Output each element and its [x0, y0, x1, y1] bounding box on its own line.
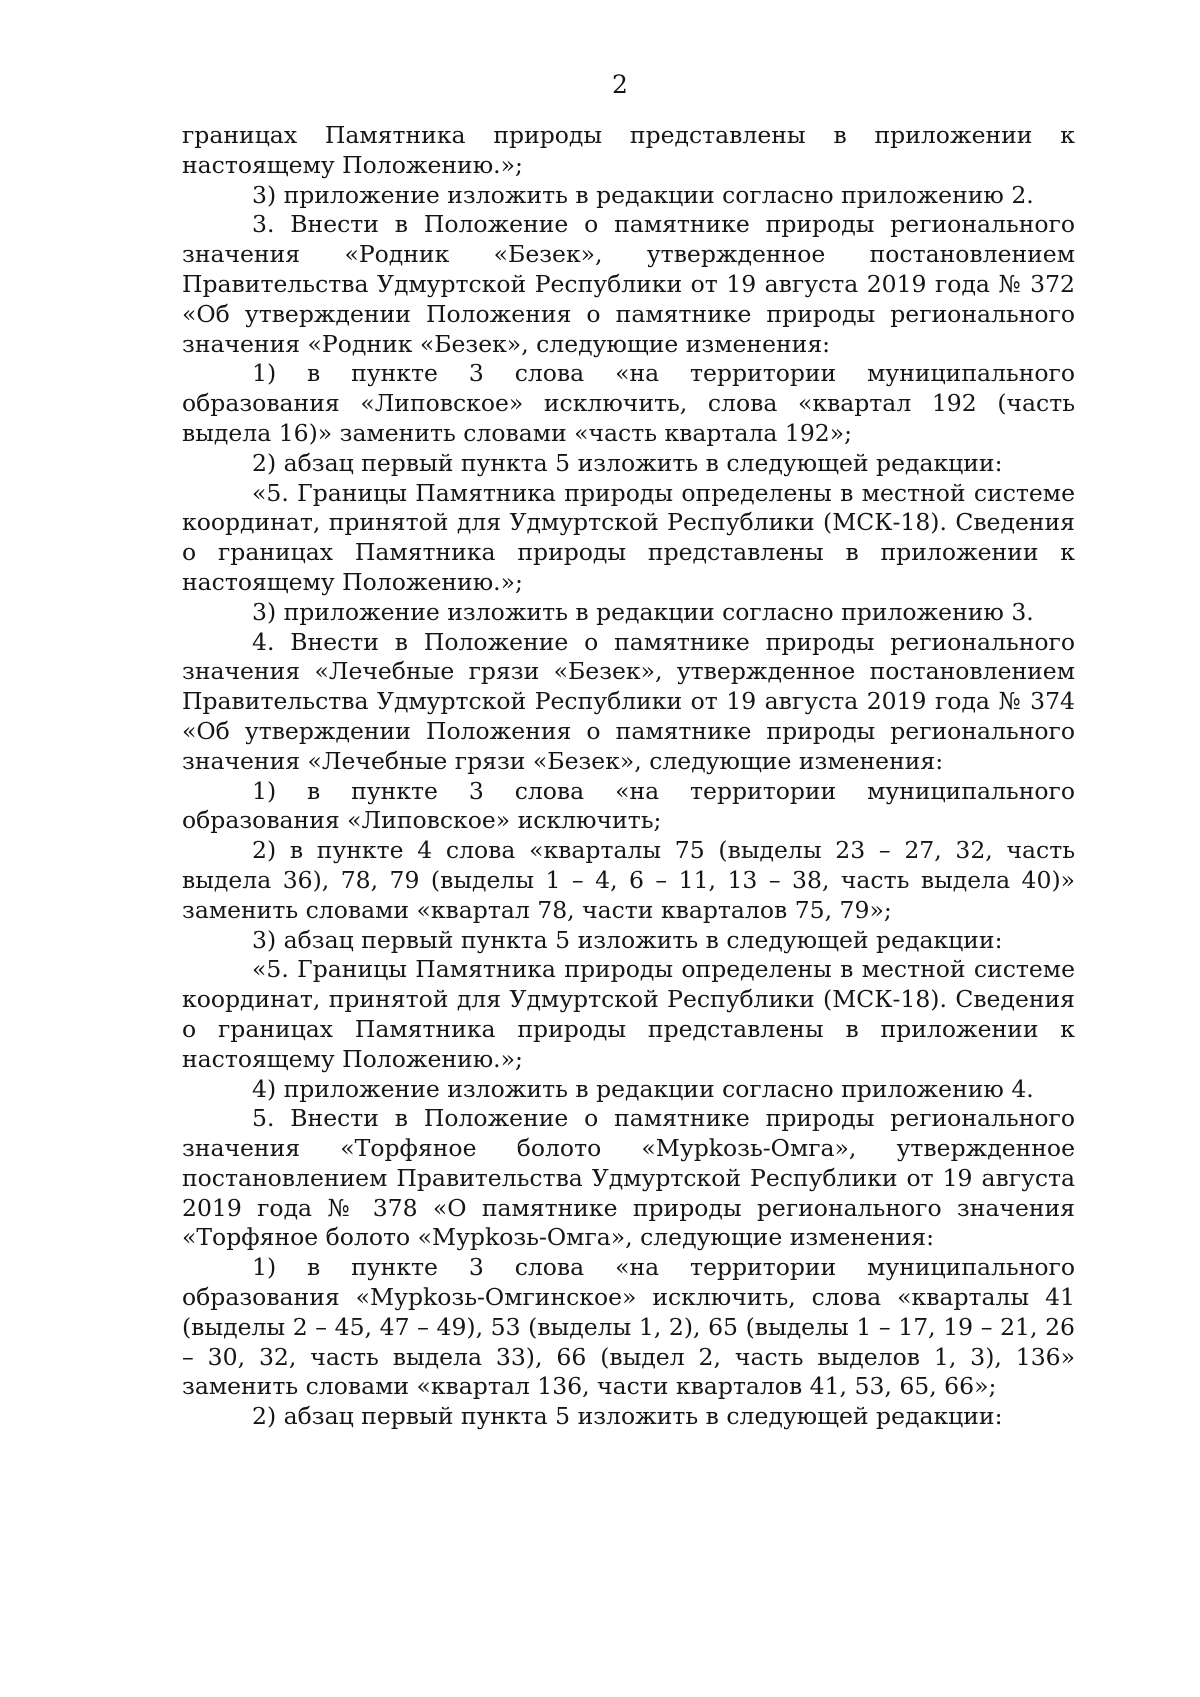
page-number: 2	[612, 70, 628, 99]
paragraph-continuation: границах Памятника природы представлены в приложении к настоящему Положению.»;	[182, 121, 1075, 179]
document-body	[182, 121, 1075, 1432]
paragraph-section-5-item-1: 1) в пункте 3 слова «на территории муниципального образования «Мурkозь-Омгинское» исключить, слова «кварталы 41 (выделы 2 – 45, 47 – 49), 53 (выделы 1, 2), 65 (выделы 1 – 17, 19 – 21, 26 – 30, 32, часть выдела 33), 66 (выдел 2, часть выделов 1, 3), 136» заменить словами «квартал 136, части кварталов 41, 53, 65, 66»;	[182, 1253, 1075, 1401]
paragraph-section-3-item-1: 1) в пункте 3 слова «на территории муниципального образования «Липовское» исключить, слова «квартал 192 (часть выдела 16)» заменить словами «часть квартала 192»;	[182, 359, 1075, 447]
paragraph-section-5-item-2: 2) абзац первый пункта 5 изложить в следующей редакции:	[252, 1402, 1003, 1431]
paragraph-item-3-appendix-2: 3) приложение изложить в редакции согласно приложению 2.	[252, 180, 1034, 209]
paragraph-section-3-item-3: 3) приложение изложить в редакции согласно приложению 3.	[252, 597, 1034, 626]
paragraph-section-4-item-1: 1) в пункте 3 слова «на территории муниципального образования «Липовское» исключить;	[182, 776, 1075, 835]
paragraph-section-4: 4. Внести в Положение о памятнике природы регионального значения «Лечебные грязи «Безек», утвержденное постановлением Правительства Удмуртской Республики от 19 августа 2019 года № 374 «Об утверждении Положения о памятнике природы регионального значения «Лечебные грязи «Безек», следующие изменения:	[182, 627, 1075, 775]
paragraph-section-3-quote: «5. Границы Памятника природы определены в местной системе координат, принятой для Удмуртской Республики (МСК-18). Сведения о границах Памятника природы представлены в приложении к настоящему Положению.»;	[182, 478, 1075, 596]
paragraph-section-5: 5. Внести в Положение о памятнике природы регионального значения «Торфяное болото «Мурkозь-Омга», утвержденное постановлением Правительства Удмуртской Республики от 19 августа 2019 года № 378 «О памятнике природы регионального значения «Торфяное болото «Мурkозь-Омга», следующие изменения:	[182, 1104, 1075, 1252]
paragraph-section-3: 3. Внести в Положение о памятнике природы регионального значения «Родник «Безек», утвержденное постановлением Правительства Удмуртской Республики от 19 августа 2019 года № 372 «Об утверждении Положения о памятнике природы регионального значения «Родник «Безек», следующие изменения:	[182, 210, 1075, 358]
paragraph-section-4-quote: «5. Границы Памятника природы определены в местной системе координат, принятой для Удмуртской Республики (МСК-18). Сведения о границах Памятника природы представлены в приложении к настоящему Положению.»;	[182, 955, 1075, 1073]
paragraph-section-3-item-2: 2) абзац первый пункта 5 изложить в следующей редакции:	[252, 448, 1003, 477]
paragraph-section-4-item-4: 4) приложение изложить в редакции согласно приложению 4.	[252, 1074, 1034, 1103]
paragraph-section-4-item-3: 3) абзац первый пункта 5 изложить в следующей редакции:	[252, 925, 1003, 954]
paragraph-section-4-item-2: 2) в пункте 4 слова «кварталы 75 (выделы 23 – 27, 32, часть выдела 36), 78, 79 (выделы 1 – 4, 6 – 11, 13 – 38, часть выдела 40)» заменить словами «квартал 78, части кварталов 75, 79»;	[182, 836, 1075, 924]
